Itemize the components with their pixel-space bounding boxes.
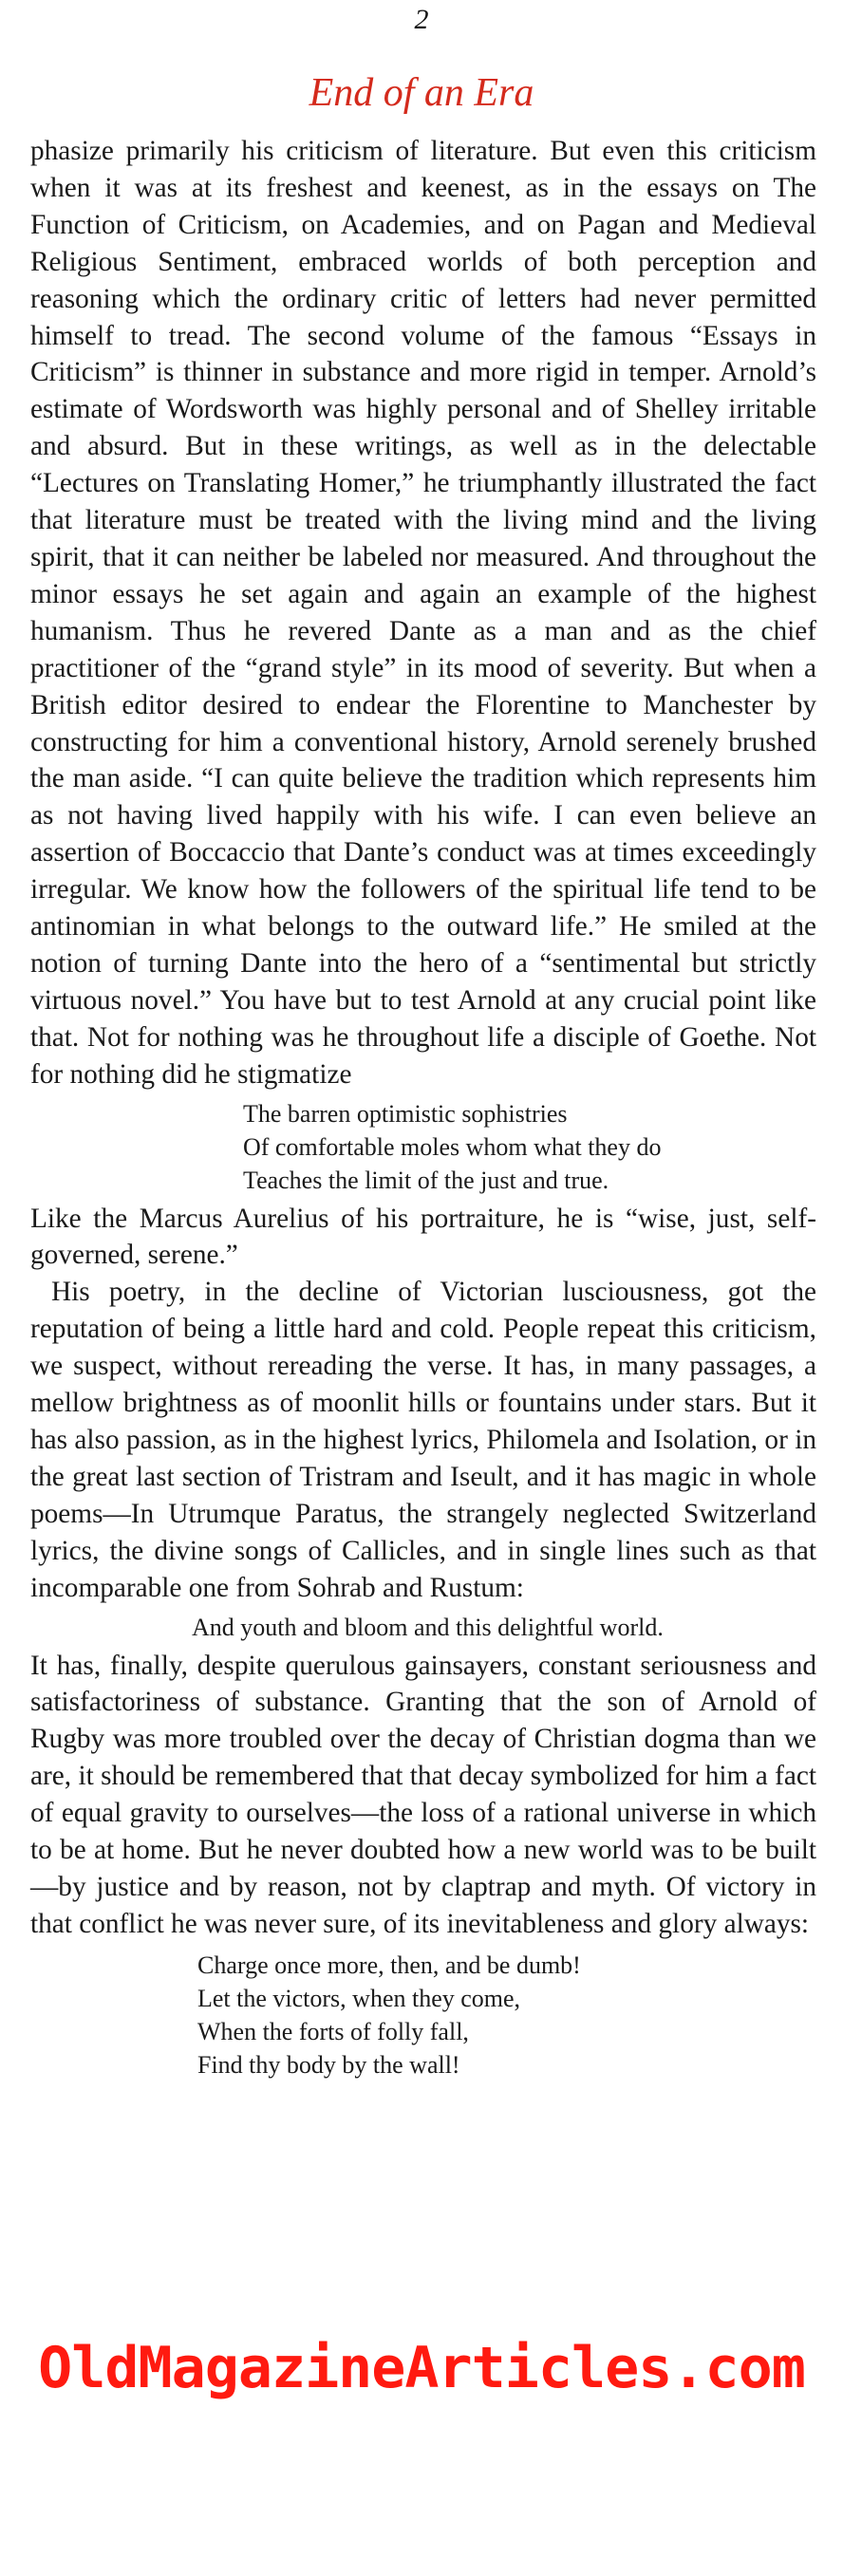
verse-line: Let the victors, when they come, [197, 1984, 521, 2012]
paragraph-2: Like the Marcus Aurelius of his portraiture, he is “wise, just, self-governed, serene.” [30, 1203, 816, 1271]
verse-quote-3 [197, 1949, 816, 2081]
verse-line: Charge once more, then, and be dumb! [197, 1951, 581, 1979]
verse-line: Find thy body by the wall! [197, 2050, 460, 2079]
page-number: 2 [414, 4, 429, 35]
verse-line: Of comfortable moles whom what they do [243, 1132, 662, 1161]
verse-line: When the forts of folly fall, [197, 2017, 469, 2045]
verse-quote-1 [243, 1097, 816, 1197]
verse-line: And youth and bloom and this delightful world. [192, 1613, 664, 1641]
verse-quote-2 [192, 1611, 816, 1644]
verse-line: Teaches the limit of the just and true. [243, 1166, 609, 1194]
article-body [30, 133, 816, 2089]
paragraph-4: It has, finally, despite querulous gainsayers, constant seriousness and satisfactoriness of substance. Granting that the son of Arnold of Rugby was more troubled over the decay of Christian dogma than we are, it should be remembered that that decay symbolized for him a fact of equal gravity to ourselves—the loss of a rational universe in which to be at home. But he never doubted how a new world was to be built—by justice and by reason, not by claptrap and myth. Of victory in that conflict he was never sure, of its inevitableness and glory always: [30, 1650, 816, 1939]
paragraph-1: phasize primarily his criticism of literature. But even this criticism when it was at its freshest and keenest, as in the essays on The Function of Criticism, on Academies, and on Pagan and Medieval Religious Sentiment, embraced worlds of both perception and reasoning which the ordinary critic of letters had never permitted himself to tread. The second volume of the famous “Essays in Criticism” is thinner in substance and more rigid in temper. Arnold’s estimate of Wordsworth was highly personal and of Shelley irritable and absurd. But in these writings, as well as in the delectable “Lectures on Translating Homer,” he triumphantly illustrated the fact that literature must be treated with the living mind and the living spirit, that it can neither be labeled nor measured. And throughout the minor essays he set again and again an example of the highest humanism. Thus he revered Dante as a man and as the chief practitioner of the “grand style” in its mood of severity. But when a British editor desired to endear the Florentine to Manchester by constructing for him a conventional history, Arnold serenely brushed the man aside. “I can quite believe the tradition which represents him as not having lived happily with his wife. I can even believe an assertion of Boccaccio that Dante’s conduct was at times exceedingly irregular. We know how the followers of the spiritual life tend to be antinomian in what belongs to the outward life.” He smiled at the notion of turning Dante into the hero of a “sentimental but strictly virtuous novel.” You have but to test Arnold at any crucial point like that. Not for nothing was he throughout life a disciple of Goethe. Not for nothing did he stigmatize [30, 136, 816, 1090]
verse-line: The barren optimistic sophistries [243, 1099, 568, 1128]
article-title: End of an Era [309, 71, 534, 115]
site-brand-logo: OldMagazineArticles.com [38, 2335, 805, 2401]
paragraph-3: His poetry, in the decline of Victorian lusciousness, got the reputation of being a little hard and cold. People repeat this criticism, we suspect, without rereading the verse. It has, in many passages, a mellow brightness as of moonlit hills or fountains under stars. But it has also passion, as in the highest lyrics, Philomela and Isolation, or in the great last section of Tristram and Iseult, and it has magic in whole poems—In Utrumque Paratus, the strangely neglected Switzerland lyrics, the divine songs of Callicles, and in single lines such as that incomparable one from Sohrab and Rustum: [30, 1277, 816, 1603]
